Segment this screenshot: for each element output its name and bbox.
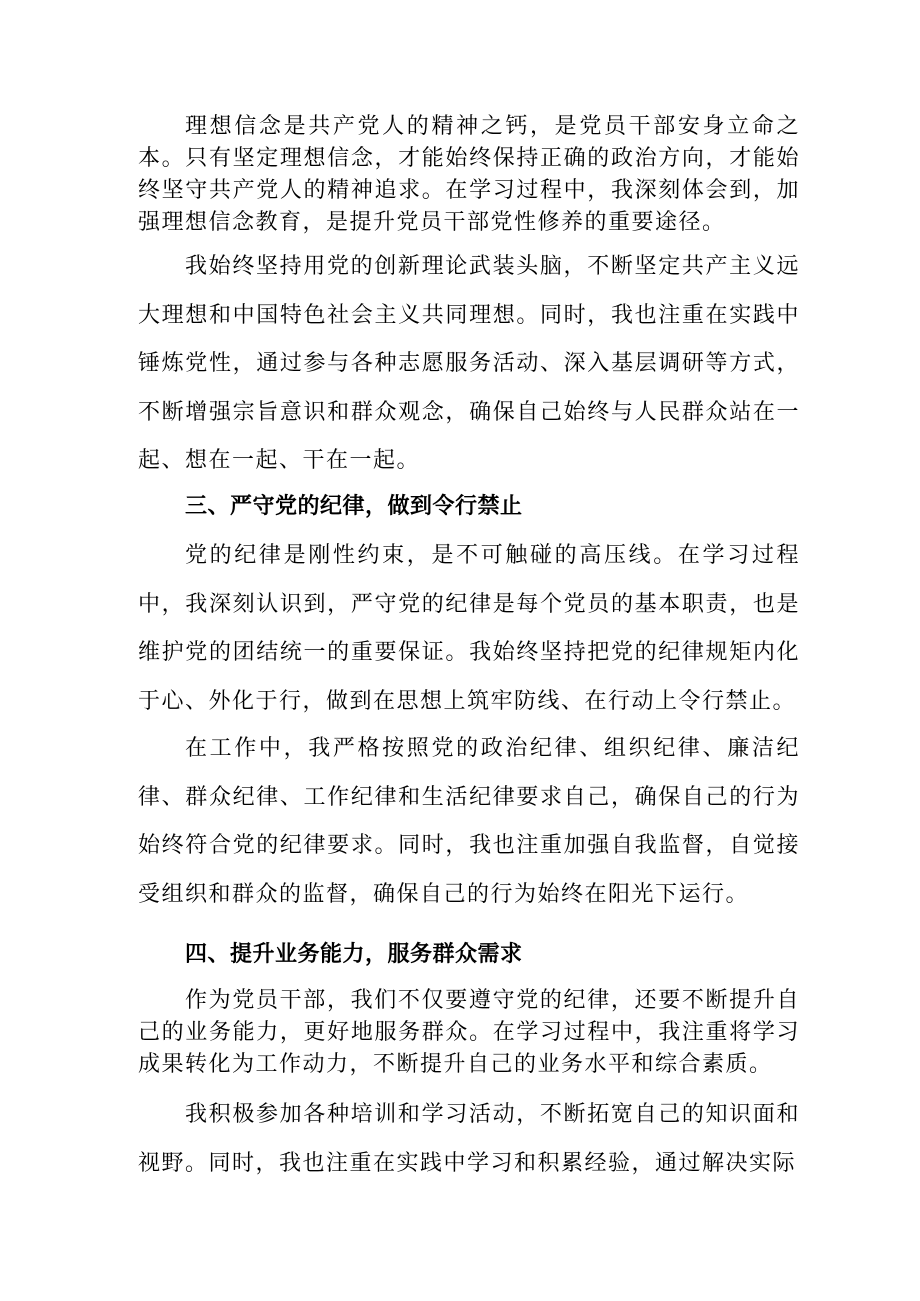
paragraph-work-discipline: 在工作中，我严格按照党的政治纪律、组织纪律、廉洁纪律、群众纪律、工作纪律和生活纪律要求自己，确保自己的行为始终符合党的纪律要求。同时，我也注重加强自我监督，自觉接受组织和群众的监督，确保自己的行为始终在阳光下运行。 [138, 736, 800, 907]
paragraph-ideals-and-beliefs: 理想信念是共产党人的精神之钙，是党员干部安身立命之本。只有坚定理想信念，才能始终保持正确的政治方向，才能始终坚守共产党人的精神追求。在学习过程中，我深刻体会到，加强理想信念教育，是提升党员干部党性修养的重要途径。 [138, 114, 800, 235]
section-heading-discipline: 三、严守党的纪律，做到令行禁止 [185, 494, 523, 519]
paragraph-training-and-learning: 我积极参加各种培训和学习活动，不断拓宽自己的知识面和视野。同时，我也注重在实践中学习和积累经验，通过解决实际 [138, 1102, 800, 1176]
section-heading-business-ability: 四、提升业务能力，服务群众需求 [185, 942, 523, 967]
paragraph-serve-the-masses: 作为党员干部，我们不仅要遵守党的纪律，还要不断提升自己的业务能力，更好地服务群众。在学习过程中，我注重将学习成果转化为工作动力，不断提升自己的业务水平和综合素质。 [138, 988, 800, 1077]
paragraph-innovative-theory: 我始终坚持用党的创新理论武装头脑，不断坚定共产主义远大理想和中国特色社会主义共同理想。同时，我也注重在实践中锤炼党性，通过参与各种志愿服务活动、深入基层调研等方式，不断增强宗旨意识和群众观念，确保自己始终与人民群众站在一起、想在一起、干在一起。 [138, 254, 800, 473]
paragraph-party-discipline: 党的纪律是刚性约束，是不可触碰的高压线。在学习过程中，我深刻认识到，严守党的纪律是每个党员的基本职责，也是维护党的团结统一的重要保证。我始终坚持把党的纪律规矩内化于心、外化于行，做到在思想上筑牢防线、在行动上令行禁止。 [138, 543, 800, 714]
